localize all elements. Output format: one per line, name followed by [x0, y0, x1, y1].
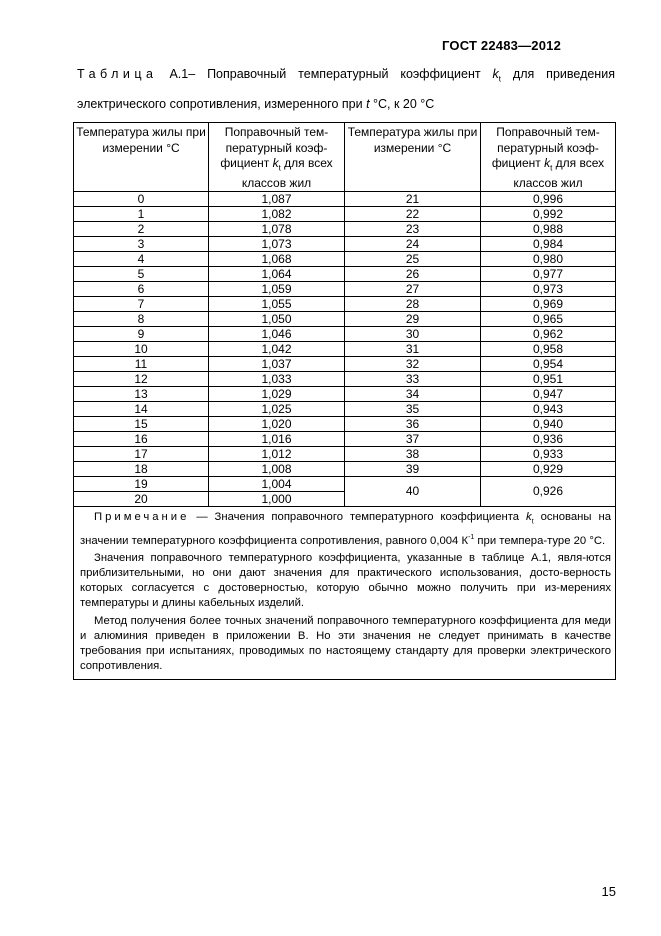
header-coef1-post: для всех классов жил [241, 156, 333, 190]
cell-temperature-left: 3 [74, 237, 209, 252]
cell-coefficient-right: 0,951 [481, 372, 616, 387]
cell-temperature-left: 11 [74, 357, 209, 372]
table-row [74, 207, 616, 222]
cell-coefficient-right: 0,992 [481, 207, 616, 222]
cell-temperature-right: 33 [345, 372, 481, 387]
note-p1-pre: — Значения поправочного температурного коэффициента [189, 511, 527, 524]
cell-coefficient-right: 0,996 [481, 192, 616, 207]
cell-coefficient-right: 0,984 [481, 237, 616, 252]
table-row [74, 477, 616, 492]
cell-coefficient-left: 1,055 [209, 297, 345, 312]
cell-temperature-left: 20 [74, 492, 209, 507]
cell-coefficient-right: 0,943 [481, 402, 616, 417]
cell-temperature-right: 38 [345, 447, 481, 462]
cell-coefficient-left: 1,059 [209, 282, 345, 297]
cell-coefficient-left: 1,016 [209, 432, 345, 447]
cell-coefficient-right: 0,933 [481, 447, 616, 462]
header-coef1-k: k [272, 156, 279, 170]
cell-coefficient-left: 1,046 [209, 327, 345, 342]
cell-coefficient-left: 1,087 [209, 192, 345, 207]
table-row [74, 447, 616, 462]
cell-coefficient-right: 0,988 [481, 222, 616, 237]
note-cell [74, 507, 616, 680]
cell-coefficient-right: 0,977 [481, 267, 616, 282]
cell-temperature-left: 6 [74, 282, 209, 297]
header-coef1-text: Поправочный тем-пературный коэф-фициент [220, 125, 329, 170]
cell-coefficient-left: 1,012 [209, 447, 345, 462]
note-paragraph-1 [80, 510, 611, 548]
cell-temperature-right: 23 [345, 222, 481, 237]
header-temperature-2: Температура жилы при измерении °С [345, 123, 481, 192]
note-label: Примечание [94, 511, 190, 524]
cell-temperature-right: 37 [345, 432, 481, 447]
cell-temperature-right: 30 [345, 327, 481, 342]
caption-text-2: для приведения [500, 67, 615, 81]
caption-text-1: – Поправочный температурный коэффициент [188, 67, 493, 81]
header-temperature-1: Температура жилы при измерении °С [74, 123, 209, 192]
cell-temperature-left: 9 [74, 327, 209, 342]
cell-temperature-left: 10 [74, 342, 209, 357]
cell-temperature-left: 15 [74, 417, 209, 432]
cell-coefficient-right: 0,936 [481, 432, 616, 447]
cell-temperature-left: 13 [74, 387, 209, 402]
table-row [74, 402, 616, 417]
cell-coefficient-right: 0,958 [481, 342, 616, 357]
caption-t-symbol: t [366, 96, 370, 111]
cell-coefficient-left: 1,025 [209, 402, 345, 417]
cell-temperature-right: 26 [345, 267, 481, 282]
page-number: 15 [601, 884, 616, 899]
cell-temperature-left: 1 [74, 207, 209, 222]
note-row [74, 507, 616, 680]
cell-coefficient-left: 1,073 [209, 237, 345, 252]
cell-temperature-right: 28 [345, 297, 481, 312]
header-coef2-k: k [544, 156, 551, 170]
cell-temperature-right: 31 [345, 342, 481, 357]
cell-coefficient-right: 0,973 [481, 282, 616, 297]
caption-k-sub: t [498, 74, 501, 84]
cell-temperature-left: 18 [74, 462, 209, 477]
note-paragraph-2: Значения поправочного температурного коэффициента, указанные в таблице А.1, явля-ются приблизительными, но они дают значения для практического использования, досто-верность которых согласуется с достоверностью, которую обычно можно получить при из-мерениях температуры и длины кабельных изделий. [80, 552, 611, 610]
cell-coefficient-left: 1,068 [209, 252, 345, 267]
cell-coefficient-left: 1,042 [209, 342, 345, 357]
note-p1-mid: основаны на значении температурного коэффициента сопротивления, равного 0,004 К [80, 511, 611, 547]
table-row [74, 267, 616, 282]
cell-coefficient-right: 0,947 [481, 387, 616, 402]
table-row [74, 357, 616, 372]
table-caption [77, 62, 615, 117]
table-row [74, 252, 616, 267]
cell-temperature-right: 32 [345, 357, 481, 372]
header-coef2-post: для всех классов жил [513, 156, 605, 190]
note-paragraph-3: Метод получения более точных значений поправочного температурного коэффициента для меди и алюминия приведен в приложении В. Но эти значения не следует принимать в качестве требования при испытаниях, проводимых по настоящему стандарту для проверки электрического сопротивления. [80, 615, 611, 673]
cell-temperature-right: 21 [345, 192, 481, 207]
cell-temperature-right: 29 [345, 312, 481, 327]
table-row [74, 372, 616, 387]
caption-line2: электрического сопротивления, измеренного при [77, 96, 367, 111]
table-row [74, 192, 616, 207]
table-row [74, 387, 616, 402]
table-row [74, 297, 616, 312]
cell-coefficient-left: 1,037 [209, 357, 345, 372]
header-coef2-sub: t [550, 163, 553, 173]
cell-coefficient-right: 0,926 [481, 477, 616, 507]
note-p1-k: k [526, 511, 532, 524]
cell-coefficient-right: 0,929 [481, 462, 616, 477]
correction-coefficient-table [73, 122, 616, 680]
cell-temperature-left: 0 [74, 192, 209, 207]
cell-temperature-right: 24 [345, 237, 481, 252]
caption-number: А.1 [169, 67, 189, 81]
cell-temperature-right: 34 [345, 387, 481, 402]
cell-coefficient-left: 1,029 [209, 387, 345, 402]
cell-coefficient-right: 0,962 [481, 327, 616, 342]
table-row [74, 222, 616, 237]
cell-coefficient-right: 0,954 [481, 357, 616, 372]
cell-coefficient-left: 1,064 [209, 267, 345, 282]
cell-coefficient-left: 1,078 [209, 222, 345, 237]
cell-temperature-right: 35 [345, 402, 481, 417]
cell-coefficient-right: 0,940 [481, 417, 616, 432]
caption-label: Таблица [77, 67, 158, 81]
cell-coefficient-right: 0,965 [481, 312, 616, 327]
caption-line2-end: °С, к 20 °С [369, 96, 435, 111]
cell-temperature-right: 36 [345, 417, 481, 432]
cell-temperature-left: 2 [74, 222, 209, 237]
cell-temperature-left: 16 [74, 432, 209, 447]
table-row [74, 237, 616, 252]
table-row [74, 417, 616, 432]
table-row [74, 462, 616, 477]
header-coefficient-2 [481, 123, 616, 192]
table-row [74, 342, 616, 357]
note-p1-sub: t [531, 518, 534, 526]
caption-k-symbol: k [492, 67, 499, 81]
cell-temperature-left: 12 [74, 372, 209, 387]
table-header-row [74, 123, 616, 192]
cell-coefficient-left: 1,008 [209, 462, 345, 477]
cell-temperature-right: 25 [345, 252, 481, 267]
cell-temperature-left: 7 [74, 297, 209, 312]
cell-temperature-left: 14 [74, 402, 209, 417]
table-body [74, 192, 616, 507]
table-row [74, 282, 616, 297]
header-coef1-sub: t [278, 163, 281, 173]
cell-temperature-left: 5 [74, 267, 209, 282]
header-coefficient-1 [209, 123, 345, 192]
cell-temperature-left: 19 [74, 477, 209, 492]
cell-temperature-right: 40 [345, 477, 481, 507]
cell-coefficient-right: 0,969 [481, 297, 616, 312]
cell-coefficient-left: 1,020 [209, 417, 345, 432]
cell-temperature-left: 17 [74, 447, 209, 462]
table-row [74, 432, 616, 447]
cell-temperature-left: 4 [74, 252, 209, 267]
cell-temperature-right: 39 [345, 462, 481, 477]
table-row [74, 312, 616, 327]
cell-coefficient-left: 1,004 [209, 477, 345, 492]
note-p1-sup: -1 [468, 533, 475, 541]
cell-coefficient-left: 1,082 [209, 207, 345, 222]
standard-header: ГОСТ 22483—2012 [442, 38, 561, 53]
header-coef2-text: Поправочный тем-пературный коэф-фициент [491, 125, 600, 170]
note-p1-post: при темпера-туре 20 °С. [474, 534, 606, 547]
cell-temperature-right: 27 [345, 282, 481, 297]
cell-coefficient-left: 1,050 [209, 312, 345, 327]
cell-coefficient-left: 1,000 [209, 492, 345, 507]
table-row [74, 327, 616, 342]
cell-temperature-left: 8 [74, 312, 209, 327]
cell-coefficient-right: 0,980 [481, 252, 616, 267]
cell-coefficient-left: 1,033 [209, 372, 345, 387]
cell-temperature-right: 22 [345, 207, 481, 222]
